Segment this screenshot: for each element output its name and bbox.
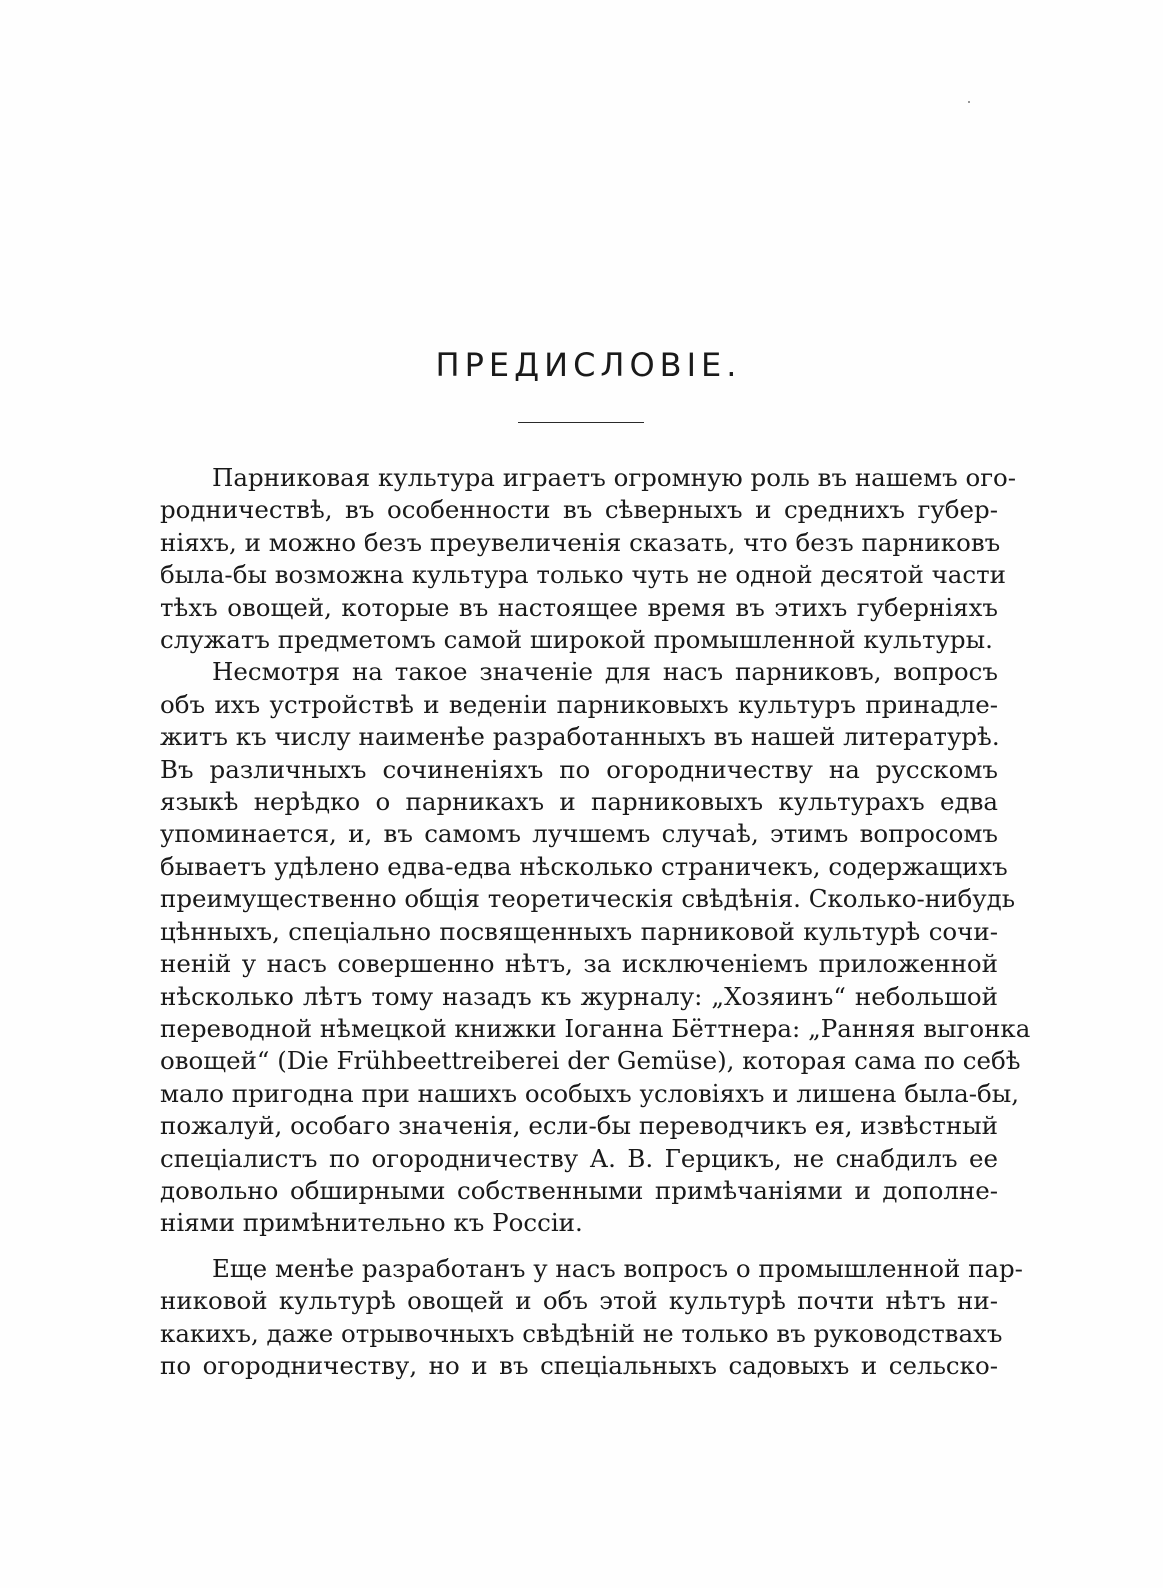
- text-line: никовой культурѣ овощей и объ этой культурѣ почти нѣтъ ни-: [160, 1286, 998, 1316]
- text-line: Несмотря на такое значеніе для насъ парниковъ, вопросъ: [212, 657, 998, 687]
- body-text: [160, 462, 1031, 1382]
- text-line: Въ различныхъ сочиненіяхъ по огородничеству на русскомъ: [160, 754, 998, 784]
- paragraph-gap: [160, 1240, 998, 1253]
- text-line: преимущественно общія теоретическія свѣдѣнія. Сколько-нибудь: [160, 884, 1016, 914]
- text-line: цѣнныхъ, спеціально посвященныхъ парниковой культурѣ сочи-: [160, 916, 998, 946]
- text-line: упоминается, и, въ самомъ лучшемъ случаѣ, этимъ вопросомъ: [160, 819, 998, 849]
- text-line: была-бы возможна культура только чуть не одной десятой части: [160, 560, 1006, 590]
- text-line: спеціалистъ по огородничеству А. В. Герцикъ, не снабдилъ ее: [160, 1143, 998, 1173]
- text-line: нѣсколько лѣтъ тому назадъ къ журналу: „Хозяинъ“ небольшой: [160, 981, 998, 1011]
- text-line: языкѣ нерѣдко о парникахъ и парниковыхъ культурахъ едва: [160, 787, 998, 817]
- text-line: пожалуй, особаго значенія, если-бы переводчикъ ея, извѣстный: [160, 1111, 998, 1141]
- text-line: Еще менѣе разработанъ у насъ вопросъ о промышленной пар-: [212, 1253, 1023, 1283]
- text-line: родничествѣ, въ особенности въ сѣверныхъ и среднихъ губер-: [160, 495, 998, 525]
- text-line: мало пригодна при нашихъ особыхъ условіяхъ и лишена была-бы,: [160, 1078, 1020, 1108]
- text-line: овощей“ (Die Frühbeettreiberei der Gemüse), которая сама по себѣ: [160, 1046, 1021, 1076]
- text-line: переводной нѣмецкой книжки Іоганна Бёттнера: „Ранняя выгонка: [160, 1013, 1031, 1043]
- text-line: Парниковая культура играетъ огромную роль въ нашемъ ого-: [212, 463, 1017, 492]
- text-line: тѣхъ овощей, которые въ настоящее время въ этихъ губерніяхъ: [160, 592, 998, 622]
- text-line: по огородничеству, но и въ спеціальныхъ садовыхъ и сельско-: [160, 1350, 998, 1380]
- text-line: довольно обширными собственными примѣчаніями и дополне-: [160, 1175, 998, 1205]
- title-rule: [518, 422, 644, 423]
- text-line: житъ къ числу наименѣе разработанныхъ въ нашей литературѣ.: [160, 722, 1000, 752]
- text-line: объ ихъ устройствѣ и веденіи парниковыхъ культуръ принадле-: [160, 689, 998, 719]
- text-line: бываетъ удѣлено едва-едва нѣсколько страничекъ, содержащихъ: [160, 851, 1008, 881]
- chapter-title: ПРЕДИСЛОВІЕ.: [435, 346, 742, 384]
- text-line: какихъ, даже отрывочныхъ свѣдѣній не только въ руководствахъ: [160, 1318, 1003, 1348]
- print-speck: [968, 101, 970, 103]
- text-line: служатъ предметомъ самой широкой промышленной культуры.: [160, 625, 993, 655]
- text-line: неній у насъ совершенно нѣтъ, за исключеніемъ приложенной: [160, 949, 998, 979]
- text-line: ніяхъ, и можно безъ преувеличенія сказать, что безъ парниковъ: [160, 527, 1001, 557]
- text-line: ніями примѣнительно къ Россіи.: [160, 1208, 583, 1238]
